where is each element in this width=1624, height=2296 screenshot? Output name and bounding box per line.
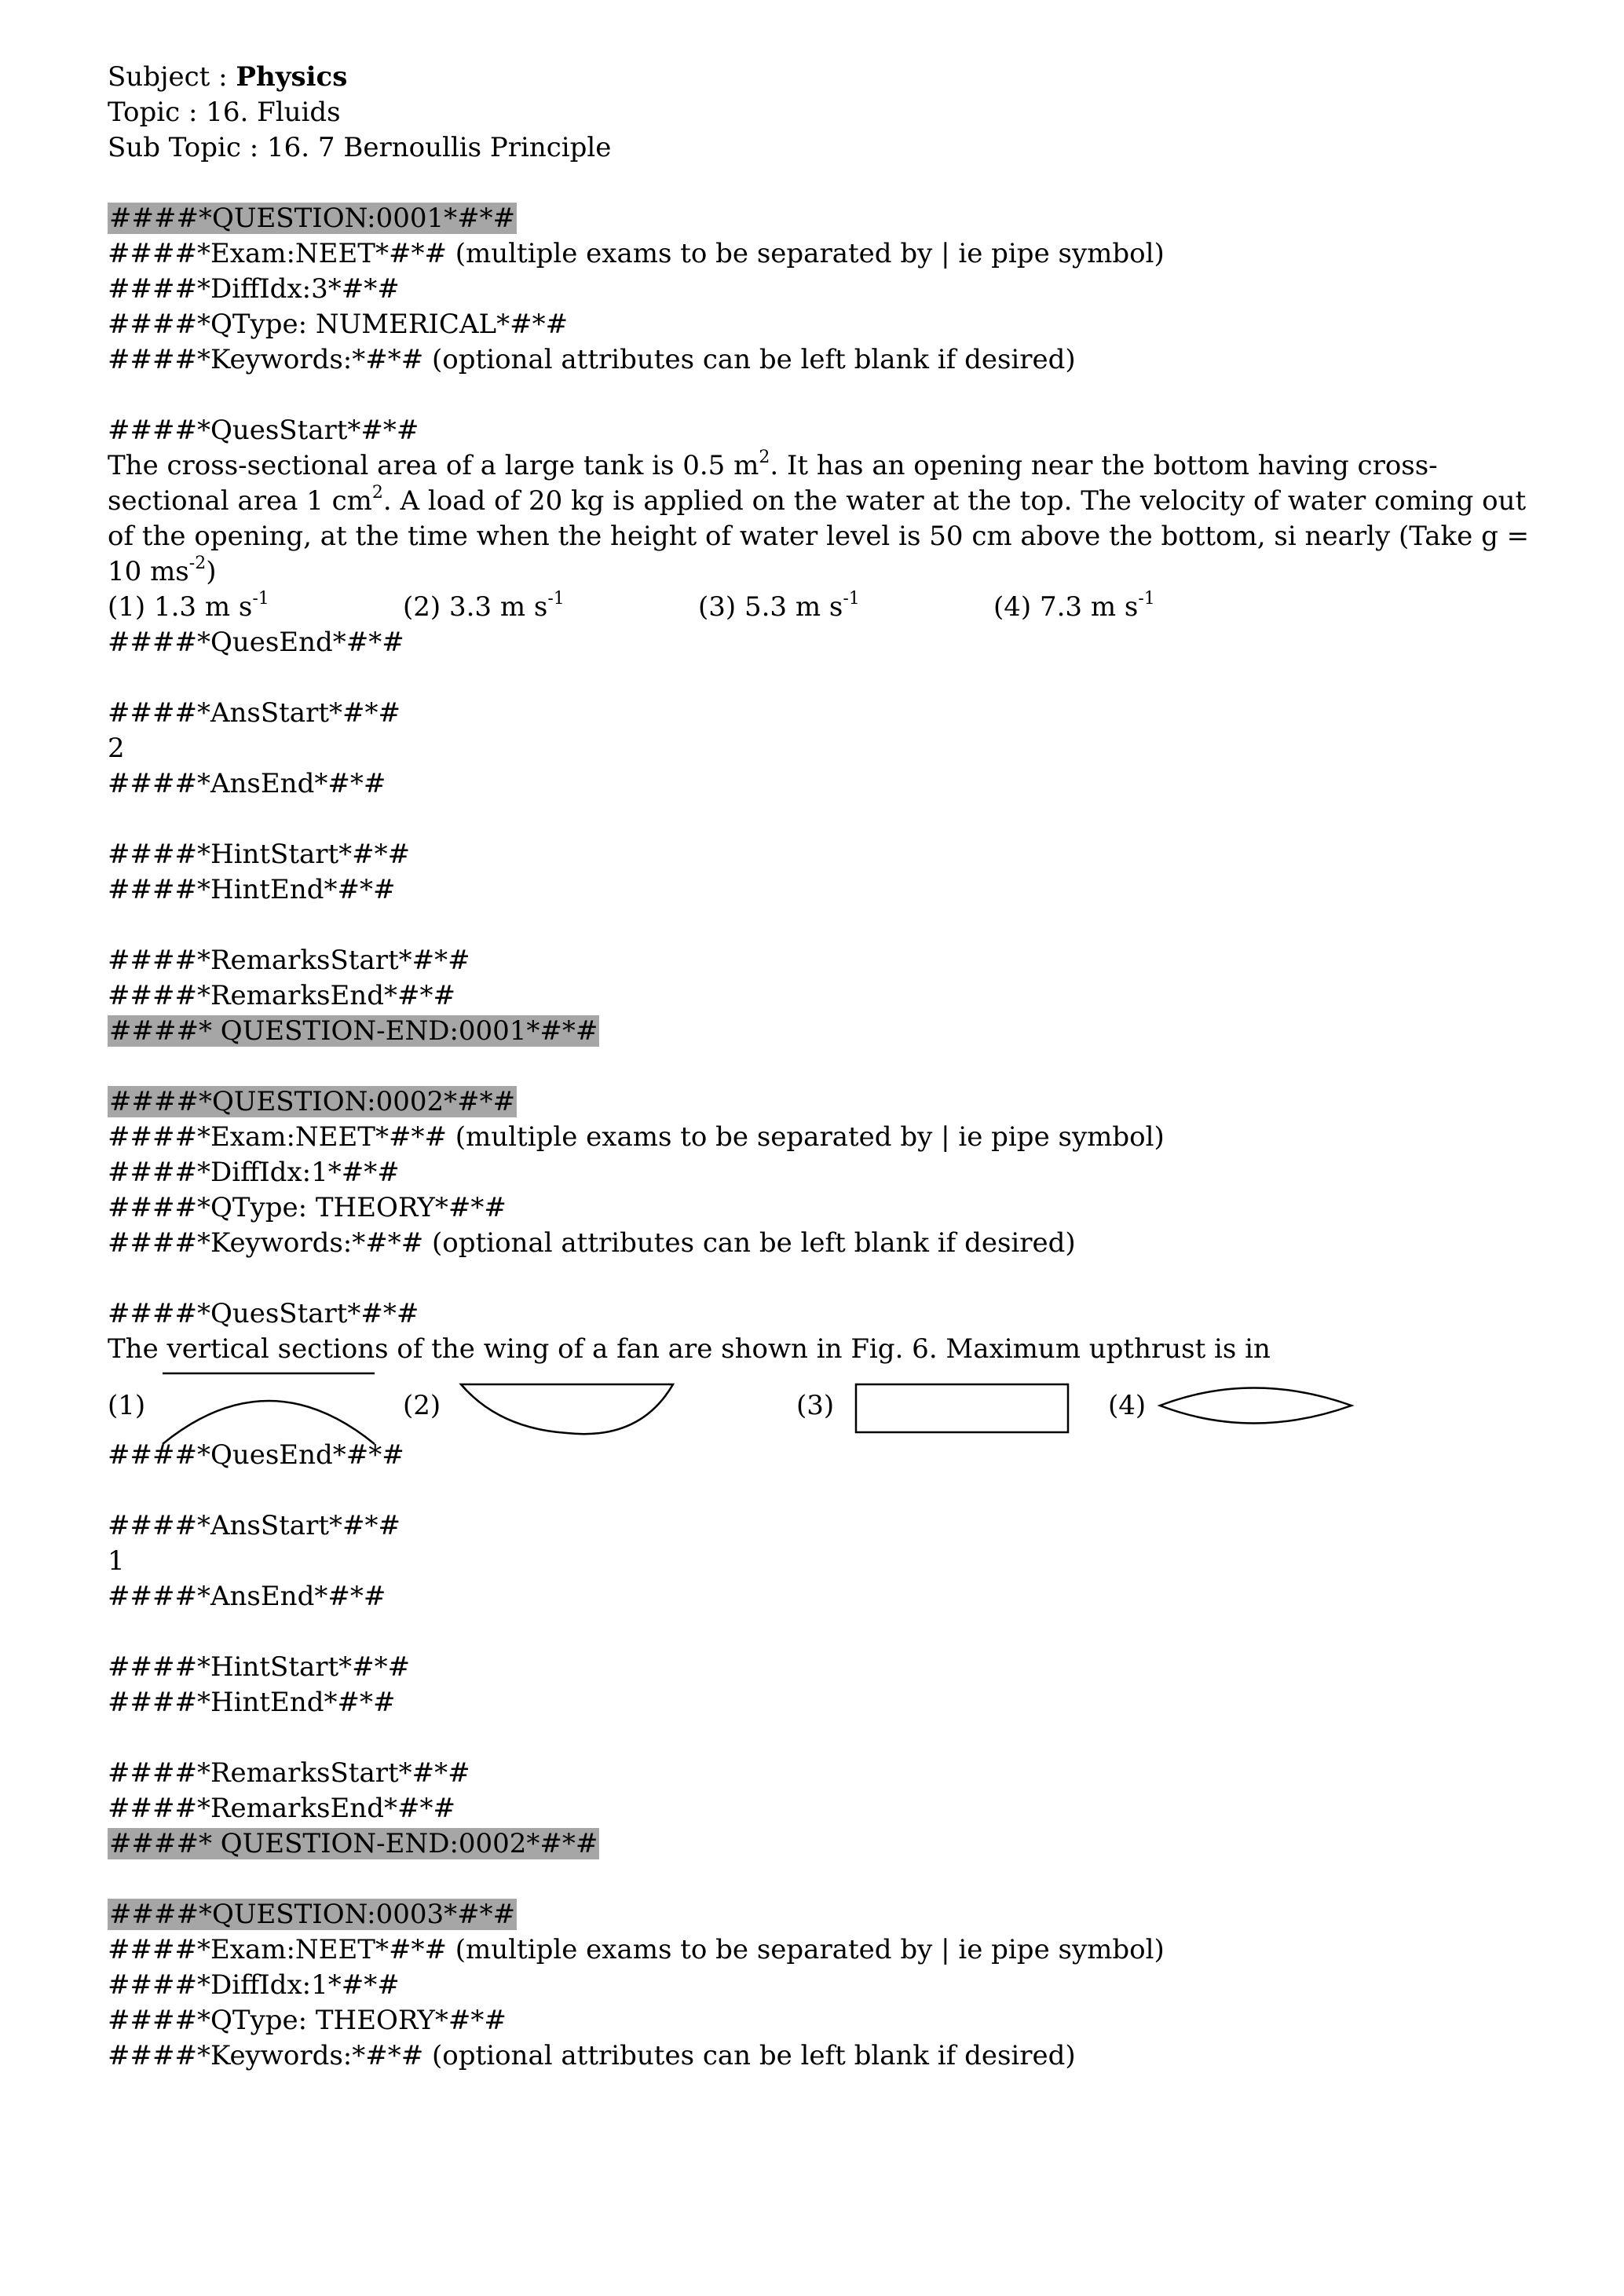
q2-figure-label-4: (4) [1108, 1390, 1147, 1421]
q2-end-tag [108, 1826, 1537, 1862]
wing-section-1-figure [161, 1372, 381, 1447]
q2-wing-figures [108, 1367, 1537, 1438]
q1-end-tag [108, 1014, 1537, 1049]
q1-exam-line: ####*Exam:NEET*#*# (multiple exams to be separated by | ie pipe symbol) [108, 238, 1165, 269]
q2-figure-label-1: (1) [108, 1390, 146, 1421]
q1-remarks-end: ####*RemarksEnd*#*# [108, 980, 455, 1011]
q1-start-tag [108, 201, 1537, 236]
q2-exam-line: ####*Exam:NEET*#*# (multiple exams to be separated by | ie pipe symbol) [108, 1121, 1165, 1153]
q3-start-tag [108, 1897, 1537, 1932]
q1-hint-end: ####*HintEnd*#*# [108, 874, 396, 905]
q2-figure-label-2: (2) [403, 1390, 441, 1421]
q3-qtype-line: ####*QType: THEORY*#*# [108, 2005, 507, 2036]
q1-option-2: (2) 3.3 m $s^{-1}$ [403, 588, 565, 623]
q2-end-tag-highlight: ####* QUESTION-END:0002*#*# [109, 1828, 598, 1859]
q2-start-tag-highlight: ####*QUESTION:0002*#*# [109, 1086, 516, 1117]
topic-line: Topic : 16. Fluids [108, 97, 341, 128]
q1-ans-start: ####*AnsStart*#*# [108, 697, 401, 729]
q2-keywords-line: ####*Keywords:*#*# (optional attributes can be left blank if desired) [108, 1227, 1076, 1259]
q1-keywords-line: ####*Keywords:*#*# (optional attributes can be left blank if desired) [108, 344, 1076, 375]
wing-section-2-figure [459, 1383, 681, 1438]
subject-value: Physics [236, 61, 348, 93]
wing-section-3-figure [854, 1383, 1071, 1435]
q2-remarks-start: ####*RemarksStart*#*# [108, 1757, 470, 1789]
q1-end-tag-highlight: ####* QUESTION-END:0001*#*# [109, 1015, 598, 1047]
q1-diff-line: ####*DiffIdx:3*#*# [108, 273, 400, 305]
q2-ques-start: ####*QuesStart*#*# [108, 1298, 419, 1329]
q1-start-tag-highlight: ####*QUESTION:0001*#*# [109, 203, 516, 234]
q2-ques-end: ####*QuesEnd*#*# [108, 1439, 404, 1471]
q3-exam-line: ####*Exam:NEET*#*# (multiple exams to be separated by | ie pipe symbol) [108, 1934, 1165, 1965]
q1-options [108, 590, 1537, 625]
q2-hint-end: ####*HintEnd*#*# [108, 1687, 396, 1718]
q1-ans-end: ####*AnsEnd*#*# [108, 768, 386, 799]
q2-ans-end: ####*AnsEnd*#*# [108, 1581, 386, 1612]
q2-figure-label-3: (3) [796, 1390, 835, 1421]
q3-keywords-line: ####*Keywords:*#*# (optional attributes can be left blank if desired) [108, 2040, 1076, 2071]
q1-answer: 2 [108, 733, 125, 764]
q1-remarks-start: ####*RemarksStart*#*# [108, 945, 470, 976]
subtopic-line: Sub Topic : 16. 7 Bernoullis Principle [108, 132, 612, 163]
q2-start-tag [108, 1084, 1537, 1120]
q1-ques-start: ####*QuesStart*#*# [108, 415, 419, 446]
q2-remarks-end: ####*RemarksEnd*#*# [108, 1793, 455, 1824]
subject-label: Subject : [108, 61, 228, 93]
q1-option-3: (3) 5.3 m $s^{-1}$ [698, 588, 860, 623]
q1-option-4: (4) 7.3 m $s^{-1}$ [993, 588, 1155, 623]
q1-option-1: (1) 1.3 m $s^{-1}$ [108, 588, 269, 623]
wing-section-4-figure [1158, 1384, 1355, 1427]
q2-hint-start: ####*HintStart*#*# [108, 1651, 411, 1683]
q2-qtype-line: ####*QType: THEORY*#*# [108, 1192, 507, 1223]
q1-hint-start: ####*HintStart*#*# [108, 839, 411, 870]
q2-answer: 1 [108, 1545, 125, 1577]
q1-question-text: The cross-sectional area of a large tank is 0.5 $m^2$. It has an opening near the bottom having cross-sectional area 1 $cm^2$. A load of 20 kg is applied on the water at the top. The velocity of water coming out of the opening, at the time when the height of water level is 50 cm above the bottom, si nearly (Take g = 10 $ms^{-2}$) [108, 447, 1530, 587]
q2-diff-line: ####*DiffIdx:1*#*# [108, 1157, 400, 1188]
document-body [108, 60, 1537, 2074]
q3-diff-line: ####*DiffIdx:1*#*# [108, 1969, 400, 2001]
q2-question-text: The vertical sections of the wing of a fan are shown in Fig. 6. Maximum upthrust is in [108, 1333, 1271, 1365]
q3-start-tag-highlight: ####*QUESTION:0003*#*# [109, 1899, 516, 1930]
q1-qtype-line: ####*QType: NUMERICAL*#*# [108, 309, 569, 340]
subject-line [108, 60, 1537, 95]
q1-ques-end: ####*QuesEnd*#*# [108, 627, 404, 658]
q2-ans-start: ####*AnsStart*#*# [108, 1510, 401, 1541]
